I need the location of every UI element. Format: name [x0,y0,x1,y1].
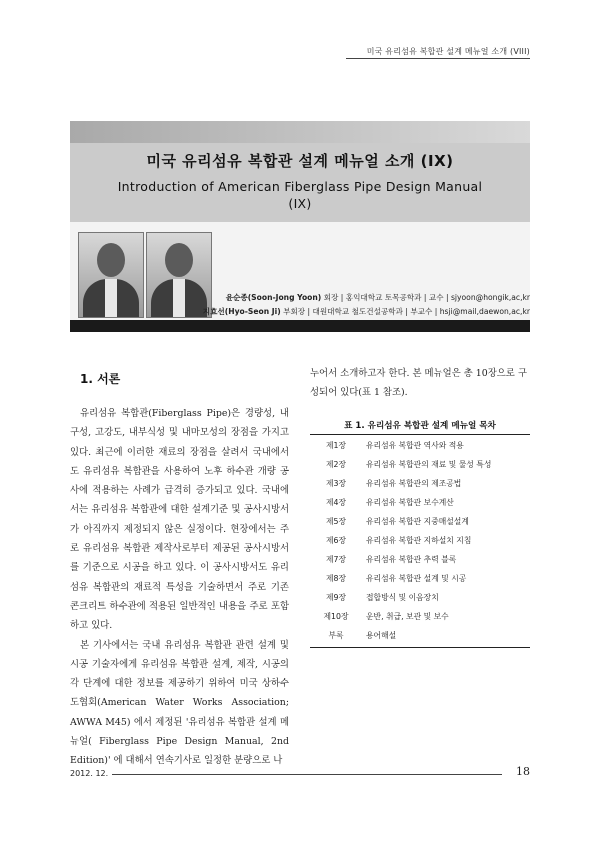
toc-title: 운반, 취급, 보관 및 보수 [366,612,449,621]
toc-chapter: 제9장 [325,593,347,602]
running-header: 미국 유리섬유 복합관 설계 메뉴얼 소개 (VIII) [366,47,530,56]
toc-title: 접합방식 및 이음장치 [366,593,439,602]
toc-title: 유리섬유 복합관 추력 블록 [366,555,457,564]
toc-row [310,570,530,588]
section-heading: 1. 서론 [80,372,121,386]
body-paragraph-2: 본 기사에서는 국내 유리섬유 복합관 관련 설계 및 시공 기술자에게 유리섬유 복합관 설계, 제작, 시공의 각 단계에 대한 정보를 제공하기 위하여 미국 상하수도협회(American Water Works Association; AWWA M45) 에서 제정된 '유리섬유 복합관 설계 메뉴얼( Fiberglass Pipe Design Manual, 2nd Edition)' 에 대해서 연속기사로 일정한 분량으로 나 [70,639,289,767]
table-caption: 표 1. 유리섬유 복합관 설계 메뉴얼 목차 [344,421,496,431]
toc-chapter: 제4장 [325,498,347,507]
toc-row [310,494,530,512]
toc-row [310,456,530,474]
toc-title: 용어해설 [366,631,397,640]
toc-row [310,475,530,493]
english-title-line1: Introduction of American Fiberglass Pipe Design Manual [117,179,483,194]
toc-row [310,551,530,569]
toc-row [310,627,530,645]
footer-date: 2012. 12. [70,769,109,778]
toc-row [310,437,530,455]
toc-title: 유리섬유 복합관 설계 및 시공 [366,574,467,583]
toc-title: 유리섬유 복합관 역사와 적용 [366,441,464,450]
toc-chapter: 제2장 [325,460,347,469]
author-photo-1 [78,232,144,318]
toc-title: 유리섬유 복합관 지중매설설계 [366,517,469,526]
toc-title: 유리섬유 복합관의 제조공법 [366,479,462,488]
toc-chapter: 제6장 [325,536,347,545]
author-line-2 [203,306,530,317]
article-title-korean: 미국 유리섬유 복합관 설계 메뉴얼 소개 (IX) [146,152,454,170]
toc-chapter: 제3장 [325,479,347,488]
toc-row [310,589,530,607]
toc-chapter: 제7장 [325,555,347,564]
toc-chapter: 제8장 [325,574,347,583]
author-photo-2-shirt [173,279,185,317]
footer-rule [112,774,502,775]
table-top-rule [310,434,530,435]
header-black-bar [70,320,530,332]
header-rule [346,58,530,59]
author-photo-2-head [165,243,193,277]
toc-title: 유리섬유 복합관 보수계산 [366,498,454,507]
toc-row [310,608,530,626]
article-title-english [78,178,522,212]
toc-row [310,513,530,531]
author-photo-1-head [97,243,125,277]
english-title-line2: (IX) [288,196,312,211]
author-1-info: 회장 | 홍익대학교 토목공학과 | 교수 | sjyoon@hongik,ac,kr [321,293,530,302]
right-column-text [310,364,530,403]
left-column [70,404,289,771]
author-1-name: 윤순종(Soon-Jong Yoon) [225,293,322,302]
toc-chapter: 제5장 [325,517,347,526]
author-2-name: 지효선(Hyo-Seon Ji) [202,307,281,316]
toc-title: 유리섬유 복합관 지하설치 지침 [366,536,472,545]
author-line-1 [226,292,530,303]
body-paragraph-1: 유리섬유 복합관(Fiberglass Pipe)은 경량성, 내구성, 고강도, 내부식성 및 내마모성의 장점을 가지고 있다. 최근에 이러한 재료의 장점을 살려서 국내에서도 유리섬유 복합관을 사용하여 노후 하수관 개량 공사에 적용하는 사례가 급격히 증가되고 있다. 국내에서는 유리섬유 복합관에 대한 설계기준 및 공사시방서가 아직까지 제정되지 않은 실정이다. 현장에서는 주로 유리섬유 복합관 제작사로부터 제공된 공사시방서를 기준으로 시공을 하고 있다. 이 공사시방서도 유리섬유 복합관의 재료적 특성을 기술하면서 주로 기존 콘크리트 하수관에 적용된 일반적인 내용을 주로 포함하고 있다. [70,408,289,632]
title-banner-top-strip [70,121,530,143]
author-photo-1-shirt [105,279,117,317]
toc-row [310,532,530,550]
toc-chapter: 제1장 [325,441,347,450]
toc-chapter: 부록 [328,631,344,640]
table-bottom-rule [310,647,530,648]
author-2-info: 부회장 | 대원대학교 철도건설공학과 | 부교수 | hsji@mail,daewon,ac,kr [280,307,530,316]
toc-title: 유리섬유 복합관의 재료 및 물성 특성 [366,460,492,469]
page-number: 18 [516,765,530,778]
toc-chapter: 제10장 [323,612,349,621]
body-paragraph-3: 누어서 소개하고자 한다. 본 메뉴얼은 총 10장으로 구성되어 있다(표 1 참조). [310,368,527,399]
